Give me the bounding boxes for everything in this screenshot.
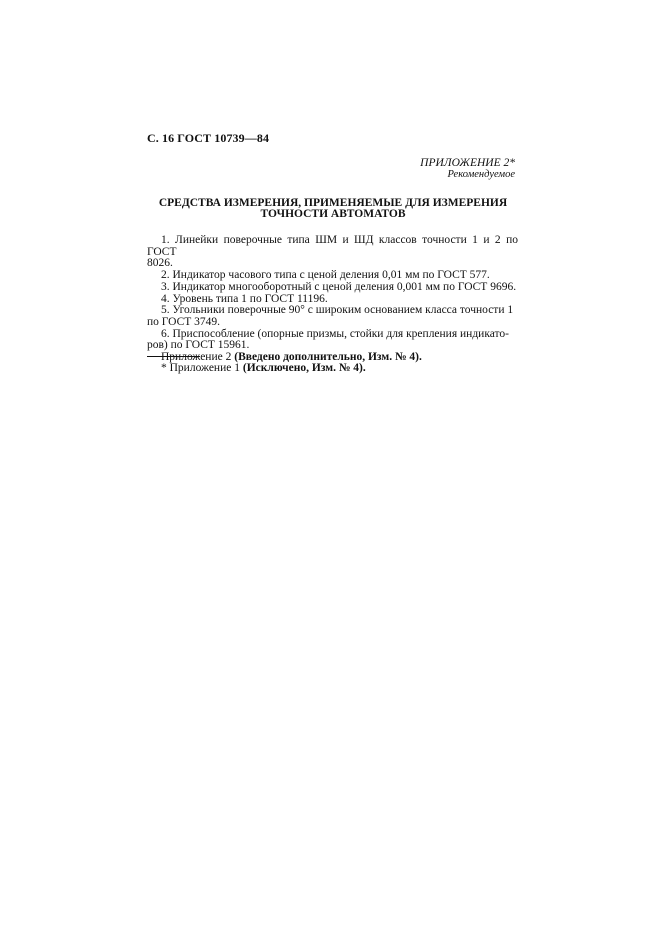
page-header: С. 16 ГОСТ 10739—84 <box>147 131 270 145</box>
list-item-line: ров) по ГОСТ 15961. <box>147 339 250 352</box>
appendix-status: Рекомендуемое <box>447 169 515 180</box>
list-item-line: 4. Уровень типа 1 по ГОСТ 11196. <box>161 292 328 305</box>
list-item-line: 5. Угольники поверочные 90° с широким основанием класса точности 1 <box>161 304 514 317</box>
footnote-bold: (Исключено, Изм. № 4). <box>242 362 366 374</box>
document-title <box>147 198 519 220</box>
list-item-line: 1. Линейки поверочные типа ШМ и ШД классов точности 1 и 2 по ГОСТ <box>147 234 518 258</box>
document-title-line-1: СРЕДСТВА ИЗМЕРЕНИЯ, ПРИМЕНЯЕМЫЕ ДЛЯ ИЗМЕРЕНИЯ <box>158 197 508 209</box>
footnote-divider <box>147 356 200 357</box>
appendix-label <box>420 157 515 181</box>
document-title-line-2: ТОЧНОСТИ АВТОМАТОВ <box>260 208 406 220</box>
list-item <box>147 329 518 352</box>
footnote <box>161 362 366 374</box>
appendix-title: ПРИЛОЖЕНИЕ 2* <box>420 157 515 169</box>
list-item-line: по ГОСТ 3749. <box>147 315 221 328</box>
amendment-note-text: Приложение 2 <box>161 351 235 364</box>
list-item-line: 8026. <box>147 257 173 270</box>
list-item-line: 2. Индикатор часового типа с ценой деления 0,01 мм по ГОСТ 577. <box>161 269 490 282</box>
footnote-text: * Приложение 1 <box>161 362 243 374</box>
amendment-note-bold: (Введено дополнительно, Изм. № 4). <box>234 351 422 364</box>
list-item <box>147 305 518 328</box>
list-item-line: 3. Индикатор многооборотный с ценой деления 0,001 мм по ГОСТ 9696. <box>161 280 517 293</box>
list-item-line: 6. Приспособление (опорные призмы, стойки для крепления индикато- <box>161 327 509 340</box>
list-item <box>147 235 518 270</box>
instrument-list <box>147 235 518 364</box>
